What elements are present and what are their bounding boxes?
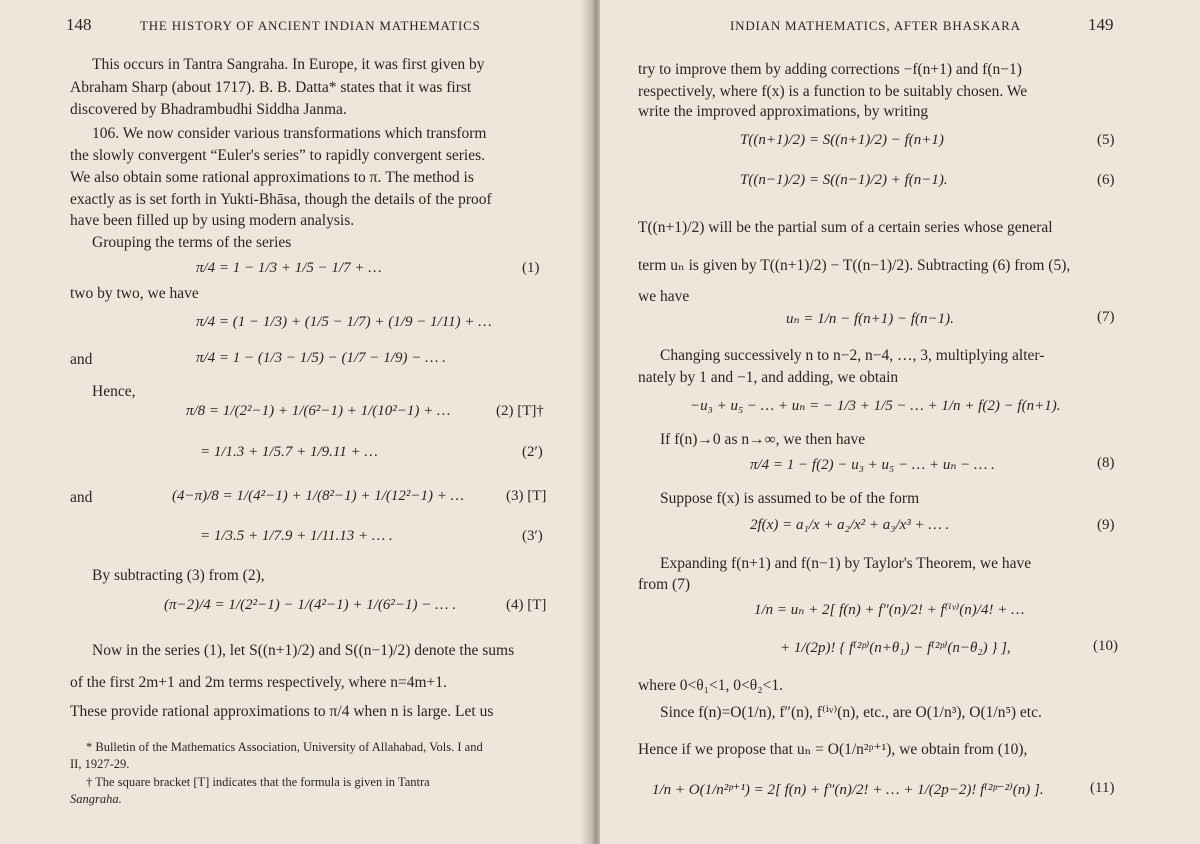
right-page xyxy=(600,0,1200,844)
equation-number: (1) xyxy=(522,260,540,276)
equation-number: (7) xyxy=(1097,309,1115,325)
equation-number: (11) xyxy=(1090,780,1115,796)
equation: −u₃ + u₅ − … + uₙ = − 1/3 + 1/5 − … + 1/n + f(2) − f(n+1). xyxy=(690,398,1061,414)
text-line: term uₙ is given by T((n+1)/2) − T((n−1)/2). Subtracting (6) from (5), xyxy=(638,257,1071,274)
equation-number: (2) [T]† xyxy=(496,403,544,419)
text-line: Hence if we propose that uₙ = O(1/n²ᵖ⁺¹), we obtain from (10), xyxy=(638,741,1028,758)
footnote: II, 1927-29. xyxy=(70,757,130,771)
text-line: These provide rational approximations to π/4 when n is large. Let us xyxy=(70,703,494,720)
page-number: 149 xyxy=(1088,15,1114,34)
running-head: THE HISTORY OF ANCIENT INDIAN MATHEMATICS xyxy=(140,18,481,33)
equation: π/4 = (1 − 1/3) + (1/5 − 1/7) + (1/9 − 1/11) + … xyxy=(196,314,492,330)
left-page xyxy=(0,0,588,844)
text-line: By subtracting (3) from (2), xyxy=(92,567,265,584)
equation-number: (3′) xyxy=(522,528,543,544)
equation: 2f(x) = a₁/x + a₂/x² + a₃/x³ + … . xyxy=(750,517,950,533)
page-number: 148 xyxy=(66,15,92,34)
text-line: and xyxy=(70,351,93,368)
text-line: If f(n)→0 as n→∞, we then have xyxy=(660,431,866,448)
footnote: † The square bracket [T] indicates that the formula is given in Tantra xyxy=(86,775,430,789)
equation-number: (9) xyxy=(1097,517,1115,533)
equation-number: (8) xyxy=(1097,455,1115,471)
equation: + 1/(2p)! { f⁽²ᵖ⁾(n+θ₁) − f⁽²ᵖ⁾(n−θ₂) } ], xyxy=(780,640,1011,656)
text-line: Since f(n)=O(1/n), f″(n), f⁽ⁱᵛ⁾(n), etc., are O(1/n³), O(1/n⁵) etc. xyxy=(660,704,1042,721)
text-line: Hence, xyxy=(92,383,136,400)
text-line: of the first 2m+1 and 2m terms respectively, where n=4m+1. xyxy=(70,674,447,691)
equation: uₙ = 1/n − f(n+1) − f(n−1). xyxy=(786,311,954,327)
equation: 1/n + O(1/n²ᵖ⁺¹) = 2[ f(n) + f″(n)/2! + … + 1/(2p−2)! f⁽²ᵖ⁻²⁾(n) ]. xyxy=(652,782,1044,798)
text-line: Expanding f(n+1) and f(n−1) by Taylor's Theorem, we have xyxy=(660,555,1032,572)
equation: = 1/3.5 + 1/7.9 + 1/11.13 + … . xyxy=(200,528,393,544)
footnote: Sangraha. xyxy=(70,792,122,806)
text-line: write the improved approximations, by writing xyxy=(638,103,929,120)
text-line: and xyxy=(70,489,93,506)
text-line: from (7) xyxy=(638,576,691,593)
equation: (π−2)/4 = 1/(2²−1) − 1/(4²−1) + 1/(6²−1) − … . xyxy=(164,597,456,613)
equation-number: (4) [T] xyxy=(506,597,547,613)
equation: T((n+1)/2) = S((n+1)/2) − f(n+1) xyxy=(740,132,944,148)
footnote: * Bulletin of the Mathematics Association, University of Allahabad, Vols. I and xyxy=(86,740,483,754)
text-line: try to improve them by adding corrections −f(n+1) and f(n−1) xyxy=(638,61,1022,78)
text-line: 106. We now consider various transformations which transform xyxy=(92,125,487,142)
text-line: respectively, where f(x) is a function to be suitably chosen. We xyxy=(638,83,1028,100)
equation: T((n−1)/2) = S((n−1)/2) + f(n−1). xyxy=(740,172,948,188)
text-line: Changing successively n to n−2, n−4, …, 3, multiplying alter- xyxy=(660,347,1045,364)
equation: π/4 = 1 − f(2) − u₃ + u₅ − … + uₙ − … . xyxy=(750,457,995,473)
equation-number: (5) xyxy=(1097,132,1115,148)
text-line: This occurs in Tantra Sangraha. In Europe, it was first given by xyxy=(92,56,485,73)
text-line: two by two, we have xyxy=(70,285,199,302)
equation-number: (3) [T] xyxy=(506,488,547,504)
text-line: Now in the series (1), let S((n+1)/2) and S((n−1)/2) denote the sums xyxy=(92,642,515,659)
text-line: we have xyxy=(638,288,690,305)
text-line: exactly as is set forth in Yukti-Bhāsa, though the details of the proof xyxy=(70,191,492,208)
equation-number: (6) xyxy=(1097,172,1115,188)
equation: = 1/1.3 + 1/5.7 + 1/9.11 + … xyxy=(200,444,378,460)
equation-number: (10) xyxy=(1093,638,1118,654)
text-line: nately by 1 and −1, and adding, we obtain xyxy=(638,369,899,386)
equation: π/8 = 1/(2²−1) + 1/(6²−1) + 1/(10²−1) + … xyxy=(186,403,451,419)
text-line: where 0<θ₁<1, 0<θ₂<1. xyxy=(638,677,783,694)
text-line: have been filled up by using modern analysis. xyxy=(70,212,355,229)
text-line: Suppose f(x) is assumed to be of the form xyxy=(660,490,920,507)
text-line: Abraham Sharp (about 1717). B. B. Datta* states that it was first xyxy=(70,79,472,96)
equation: π/4 = 1 − (1/3 − 1/5) − (1/7 − 1/9) − … . xyxy=(196,350,446,366)
equation: 1/n = uₙ + 2[ f(n) + f″(n)/2! + f⁽ⁱᵛ⁾(n)/4! + … xyxy=(754,602,1025,618)
equation: (4−π)/8 = 1/(4²−1) + 1/(8²−1) + 1/(12²−1) + … xyxy=(172,488,464,504)
equation: π/4 = 1 − 1/3 + 1/5 − 1/7 + … xyxy=(196,260,382,276)
text-line: the slowly convergent “Euler's series” to rapidly convergent series. xyxy=(70,147,485,164)
text-line: T((n+1)/2) will be the partial sum of a certain series whose general xyxy=(638,219,1053,236)
text-line: Grouping the terms of the series xyxy=(92,234,292,251)
text-line: discovered by Bhadrambudhi Siddha Janma. xyxy=(70,101,347,118)
text-line: We also obtain some rational approximations to π. The method is xyxy=(70,169,474,186)
equation-number: (2′) xyxy=(522,444,543,460)
running-head: INDIAN MATHEMATICS, AFTER BHASKARA xyxy=(730,18,1021,33)
